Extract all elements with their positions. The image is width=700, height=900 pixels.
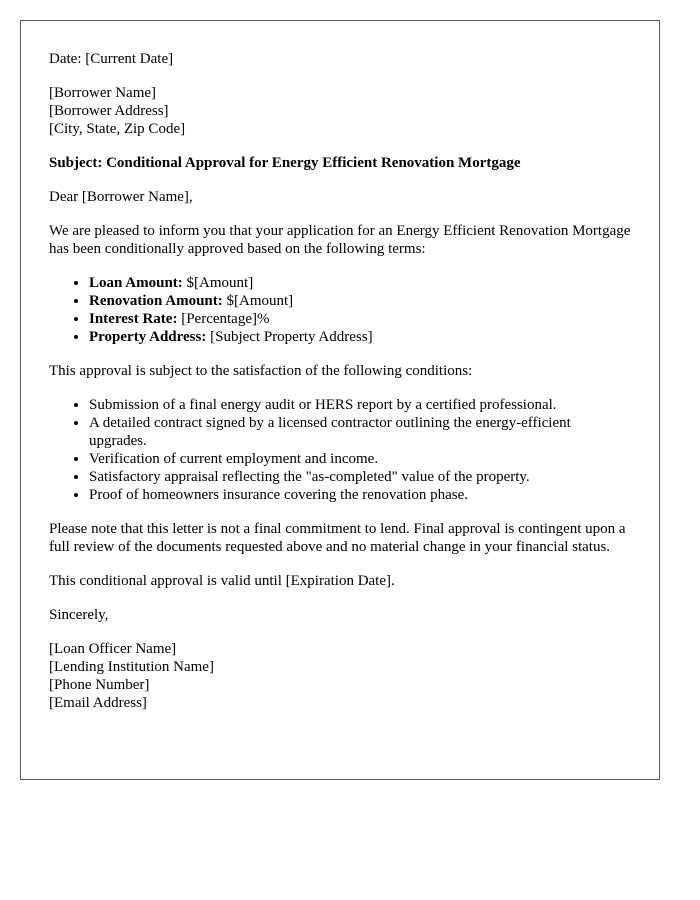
closing: Sincerely, xyxy=(49,607,109,623)
loan-officer-name: [Loan Officer Name] xyxy=(49,641,177,657)
term-item-interest-rate xyxy=(89,310,631,328)
term-label: Loan Amount: xyxy=(89,275,183,291)
salutation: Dear [Borrower Name], xyxy=(49,189,193,205)
condition-item: • Satisfactory appraisal reflecting the "as-completed" value of the property. xyxy=(89,468,631,486)
term-value: [Subject Property Address] xyxy=(206,329,373,345)
subject-line: Subject: Conditional Approval for Energy Efficient Renovation Mortgage xyxy=(49,155,521,171)
borrower-address-block xyxy=(49,84,631,138)
borrower-address: [Borrower Address] xyxy=(49,103,169,119)
term-value: $[Amount] xyxy=(222,293,294,309)
date-line: Date: [Current Date] xyxy=(49,51,174,67)
term-value: $[Amount] xyxy=(182,275,254,291)
term-item-property-address xyxy=(89,328,631,346)
borrower-city-state-zip: [City, State, Zip Code] xyxy=(49,121,186,137)
phone-number: [Phone Number] xyxy=(49,677,150,693)
borrower-name: [Borrower Name] xyxy=(49,85,157,101)
validity-line: This conditional approval is valid until [Expiration Date]. xyxy=(49,573,395,589)
intro-paragraph: We are pleased to inform you that your application for an Energy Efficient Renovation Mortgage has been conditionally approved based on the following terms: xyxy=(49,223,631,257)
signature-block xyxy=(49,640,631,712)
term-item-loan-amount xyxy=(89,274,631,292)
term-item-renovation-amount xyxy=(89,292,631,310)
term-label: Property Address: xyxy=(89,329,207,345)
letter-page xyxy=(20,20,660,780)
condition-item: • Submission of a final energy audit or HERS report by a certified professional. xyxy=(89,396,631,414)
term-label: Renovation Amount: xyxy=(89,293,223,309)
conditions-intro: This approval is subject to the satisfaction of the following conditions: xyxy=(49,363,473,379)
terms-list xyxy=(49,274,631,346)
conditions-list xyxy=(49,396,631,504)
condition-item: • A detailed contract signed by a licensed contractor outlining the energy-efficient upgrades. xyxy=(89,414,631,450)
condition-item: • Verification of current employment and income. xyxy=(89,450,631,468)
lending-institution-name: [Lending Institution Name] xyxy=(49,659,214,675)
note-paragraph: Please note that this letter is not a final commitment to lend. Final approval is contingent upon a full review of the documents requested above and no material change in your financial status. xyxy=(49,521,626,555)
term-value: [Percentage]% xyxy=(177,311,270,327)
condition-item: • Proof of homeowners insurance covering the renovation phase. xyxy=(89,486,631,504)
term-label: Interest Rate: xyxy=(89,311,178,327)
email-address: [Email Address] xyxy=(49,695,147,711)
